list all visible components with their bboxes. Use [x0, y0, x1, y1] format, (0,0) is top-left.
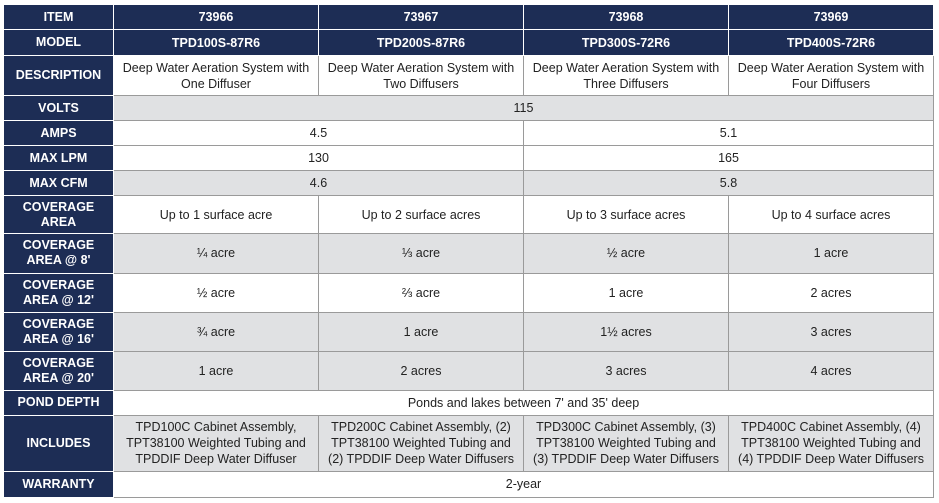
model-value: TPD200S-87R6 — [319, 30, 524, 56]
item-value: 73968 — [524, 5, 729, 30]
amps-label: AMPS — [4, 121, 114, 146]
item-value: 73967 — [319, 5, 524, 30]
coverage-16-value: 1½ acres — [524, 312, 729, 351]
description-label: DESCRIPTION — [4, 56, 114, 96]
coverage-8-value: ¼ acre — [114, 234, 319, 273]
coverage-area-row — [4, 196, 934, 234]
coverage-area-value: Up to 1 surface acre — [114, 196, 319, 234]
coverage-16-row — [4, 312, 934, 351]
coverage-20-value: 3 acres — [524, 351, 729, 390]
max-lpm-value: 165 — [524, 146, 934, 171]
item-row — [4, 5, 934, 30]
model-value: TPD300S-72R6 — [524, 30, 729, 56]
description-value: Deep Water Aeration System with Four Diffusers — [729, 56, 934, 96]
coverage-8-value: 1 acre — [729, 234, 934, 273]
coverage-12-value: 2 acres — [729, 273, 934, 312]
coverage-16-value: 1 acre — [319, 312, 524, 351]
item-value: 73966 — [114, 5, 319, 30]
model-row — [4, 30, 934, 56]
coverage-12-value: ½ acre — [114, 273, 319, 312]
includes-value: TPD400C Cabinet Assembly, (4) TPT38100 Weighted Tubing and (4) TPDDIF Deep Water Diffusers — [729, 415, 934, 471]
coverage-8-value: ½ acre — [524, 234, 729, 273]
includes-value: TPD100C Cabinet Assembly, TPT38100 Weighted Tubing and TPDDIF Deep Water Diffuser — [114, 415, 319, 471]
max-cfm-value: 5.8 — [524, 171, 934, 196]
pond-depth-label: POND DEPTH — [4, 390, 114, 415]
item-label: ITEM — [4, 5, 114, 30]
pond-depth-row — [4, 390, 934, 415]
max-lpm-row — [4, 146, 934, 171]
volts-value: 115 — [114, 96, 934, 121]
coverage-8-label: COVERAGE AREA @ 8' — [4, 234, 114, 273]
max-cfm-value: 4.6 — [114, 171, 524, 196]
coverage-12-value: 1 acre — [524, 273, 729, 312]
includes-value: TPD200C Cabinet Assembly, (2) TPT38100 Weighted Tubing and (2) TPDDIF Deep Water Diffusers — [319, 415, 524, 471]
coverage-20-value: 4 acres — [729, 351, 934, 390]
warranty-label: WARRANTY — [4, 471, 114, 497]
coverage-12-value: ⅔ acre — [319, 273, 524, 312]
coverage-20-label: COVERAGE AREA @ 20' — [4, 351, 114, 390]
description-value: Deep Water Aeration System with One Diffuser — [114, 56, 319, 96]
max-lpm-label: MAX LPM — [4, 146, 114, 171]
max-lpm-value: 130 — [114, 146, 524, 171]
coverage-20-row — [4, 351, 934, 390]
warranty-value: 2-year — [114, 471, 934, 497]
description-row — [4, 56, 934, 96]
volts-row — [4, 96, 934, 121]
coverage-8-row — [4, 234, 934, 273]
max-cfm-row — [4, 171, 934, 196]
max-cfm-label: MAX CFM — [4, 171, 114, 196]
description-value: Deep Water Aeration System with Three Diffusers — [524, 56, 729, 96]
coverage-8-value: ⅓ acre — [319, 234, 524, 273]
coverage-12-label: COVERAGE AREA @ 12' — [4, 273, 114, 312]
pond-depth-value: Ponds and lakes between 7' and 35' deep — [114, 390, 934, 415]
coverage-area-value: Up to 4 surface acres — [729, 196, 934, 234]
includes-label: INCLUDES — [4, 415, 114, 471]
coverage-20-value: 1 acre — [114, 351, 319, 390]
coverage-20-value: 2 acres — [319, 351, 524, 390]
amps-value: 5.1 — [524, 121, 934, 146]
item-value: 73969 — [729, 5, 934, 30]
model-value: TPD100S-87R6 — [114, 30, 319, 56]
description-value: Deep Water Aeration System with Two Diffusers — [319, 56, 524, 96]
includes-value: TPD300C Cabinet Assembly, (3) TPT38100 Weighted Tubing and (3) TPDDIF Deep Water Diffusers — [524, 415, 729, 471]
coverage-area-value: Up to 2 surface acres — [319, 196, 524, 234]
coverage-16-value: 3 acres — [729, 312, 934, 351]
spec-table — [3, 4, 934, 498]
amps-row — [4, 121, 934, 146]
coverage-area-label: COVERAGE AREA — [4, 196, 114, 234]
warranty-row — [4, 471, 934, 497]
volts-label: VOLTS — [4, 96, 114, 121]
coverage-area-value: Up to 3 surface acres — [524, 196, 729, 234]
coverage-16-label: COVERAGE AREA @ 16' — [4, 312, 114, 351]
model-label: MODEL — [4, 30, 114, 56]
includes-row — [4, 415, 934, 471]
coverage-12-row — [4, 273, 934, 312]
coverage-16-value: ¾ acre — [114, 312, 319, 351]
model-value: TPD400S-72R6 — [729, 30, 934, 56]
amps-value: 4.5 — [114, 121, 524, 146]
